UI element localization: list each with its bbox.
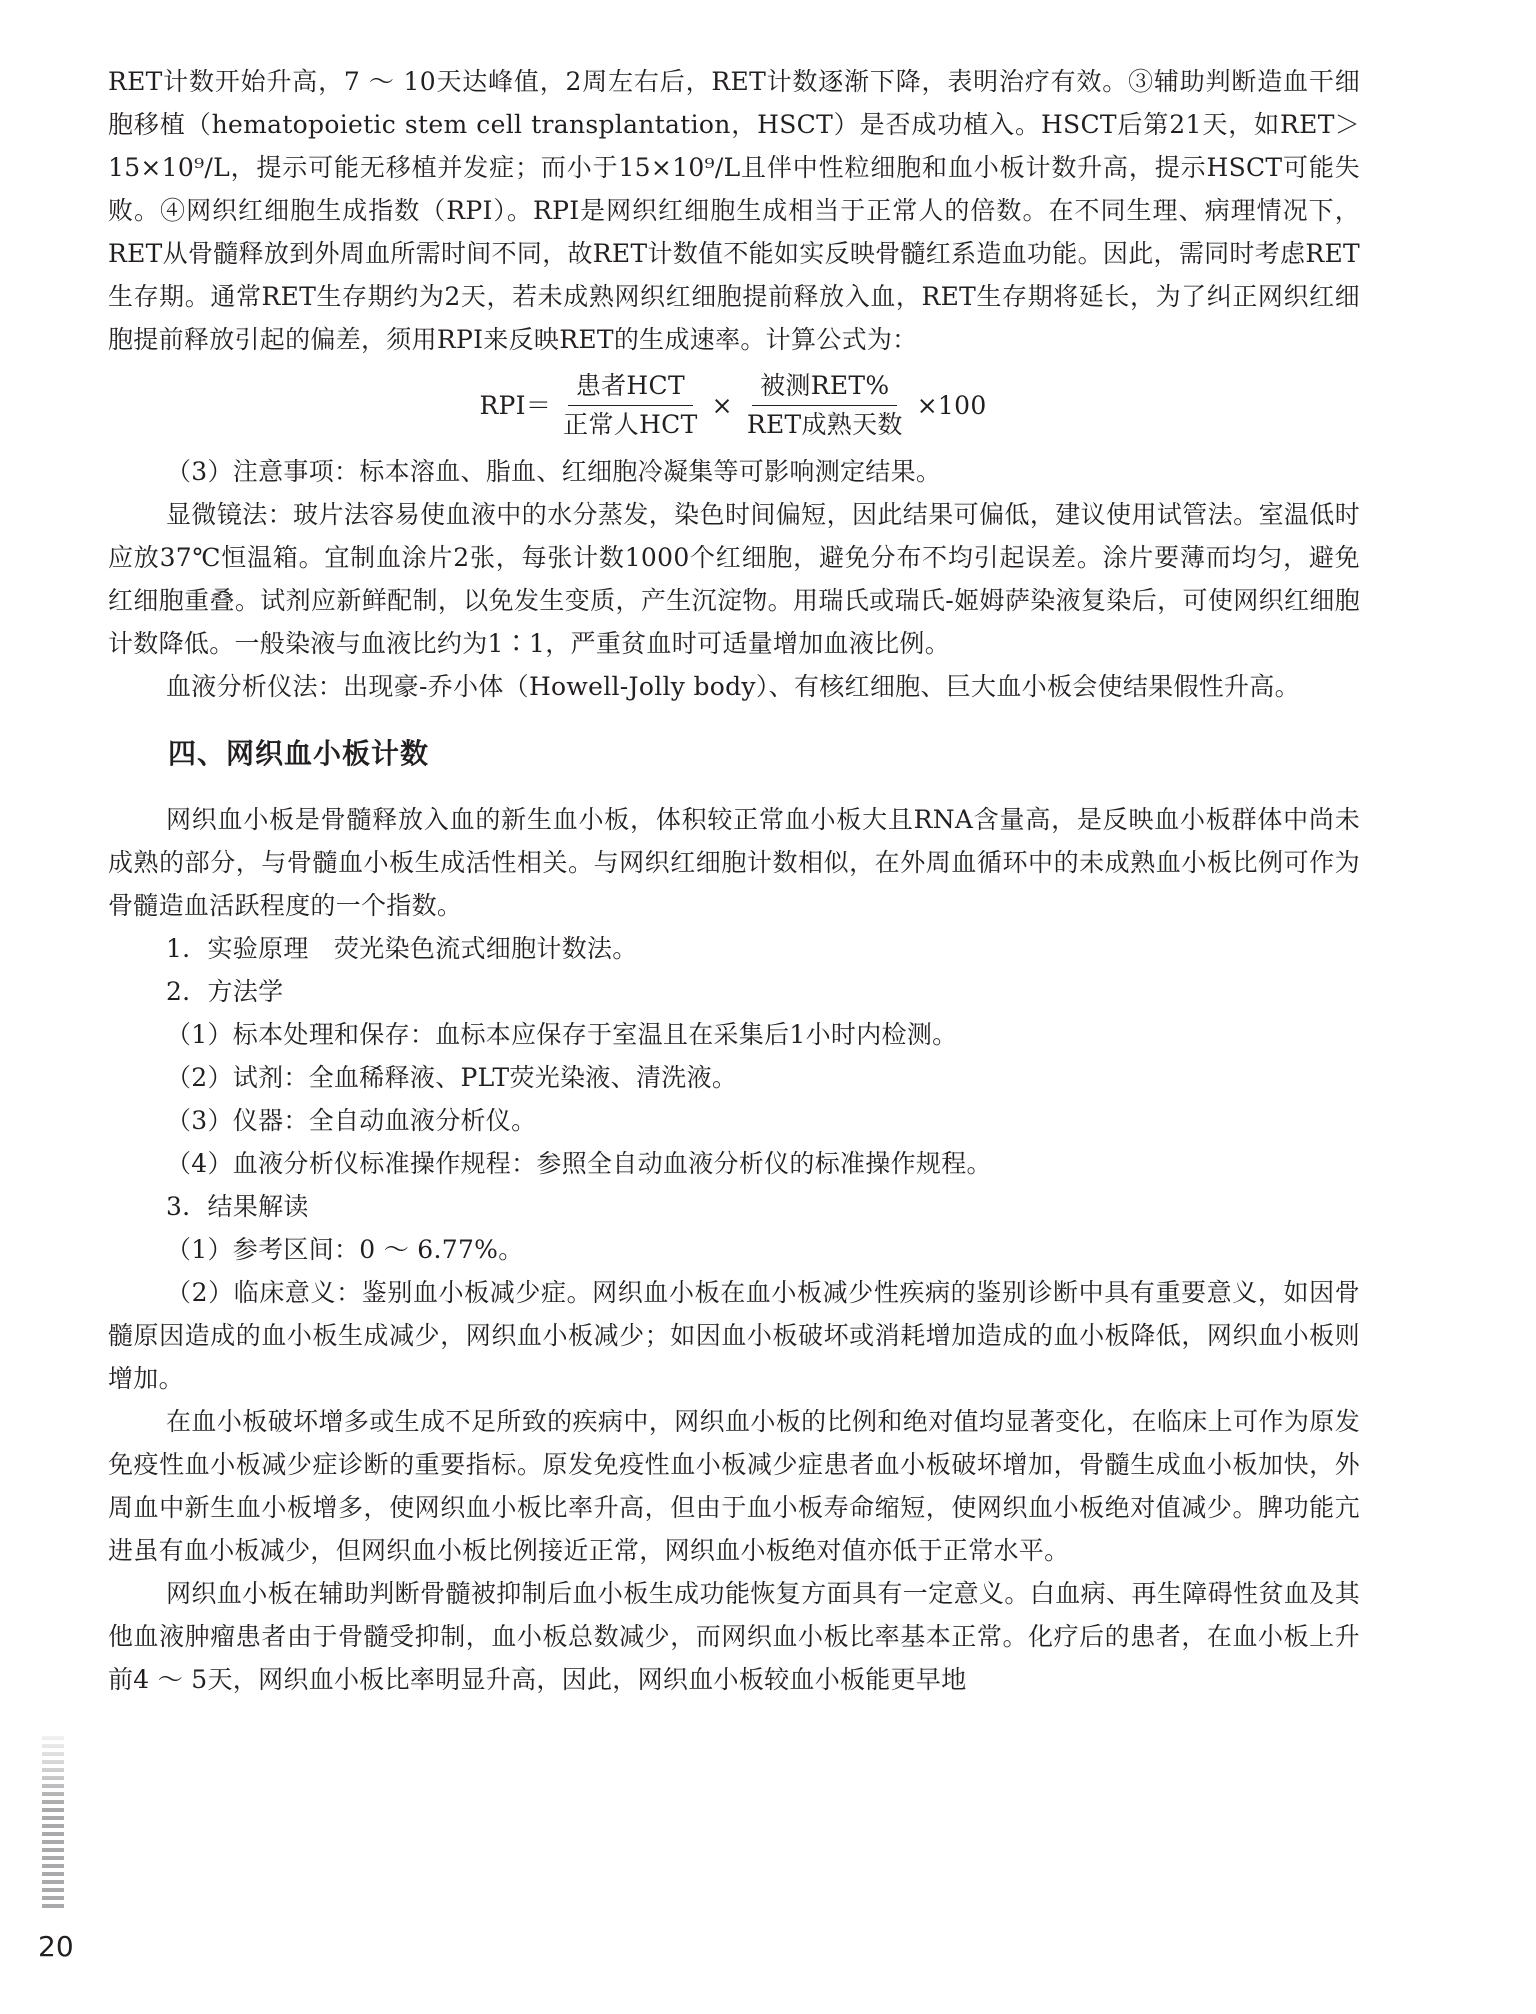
- margin-decoration: [42, 1736, 64, 1912]
- list-item-principle: 1．实验原理 荧光染色流式细胞计数法。: [166, 934, 638, 963]
- section-heading: 四、网织血小板计数: [168, 737, 430, 770]
- formula-denominator-normal-hct: 正常人HCT: [563, 410, 698, 439]
- formula-numerator-ret-percent: 被测RET%: [752, 367, 897, 406]
- formula-denominator-ret-days: RET成熟天数: [746, 410, 903, 439]
- paragraph-ret-continued: RET计数开始升高，7 ～ 10天达峰值，2周左右后，RET计数逐渐下降，表明治疗有效。③辅助判断造血干细胞移植（hematopoietic stem cell transplantation，HSCT）是否成功植入。HSCT后第21天，如RET＞15×10⁹/L，提示可能无移植并发症；而小于15×10⁹/L且伴中性粒细胞和血小板计数升高，提示HSCT可能失败。④网织红细胞生成指数（RPI）。RPI是网织红细胞生成相当于正常人的倍数。在不同生理、病理情况下，RET从骨髓释放到外周血所需时间不同，故RET计数值不能如实反映骨髓红系造血功能。因此，需同时考虑RET生存期。通常RET生存期约为2天，若未成熟网织红细胞提前释放入血，RET生存期将延长，为了纠正网织红细胞提前释放引起的偏差，须用RPI来反映RET的生成速率。计算公式为：: [108, 67, 1360, 354]
- list-item-specimen: （1）标本处理和保存：血标本应保存于室温且在采集后1小时内检测。: [166, 1020, 958, 1049]
- page-number: 20: [38, 1930, 74, 1963]
- paragraph-reticulated-platelets-intro: 网织血小板是骨髓释放入血的新生血小板，体积较正常血小板大且RNA含量高，是反映血小板群体中尚未成熟的部分，与骨髓血小板生成活性相关。与网织红细胞计数相似，在外周血循环中的未成熟血小板比例可作为骨髓造血活跃程度的一个指数。: [108, 805, 1360, 920]
- formula-lhs: RPI＝: [479, 391, 552, 420]
- list-item-clinical-significance: （2）临床意义：鉴别血小板减少症。网织血小板在血小板减少性疾病的鉴别诊断中具有重要意义，如因骨髓原因造成的血小板生成减少，网织血小板减少；如因血小板破坏或消耗增加造成的血小板降低，网织血小板则增加。: [108, 1278, 1360, 1393]
- paragraph-precautions: （3）注意事项：标本溶血、脂血、红细胞冷凝集等可影响测定结果。: [166, 457, 942, 486]
- paragraph-analyzer: 血液分析仪法：出现豪-乔小体（Howell-Jolly body）、有核红细胞、巨大血小板会使结果假性升高。: [166, 672, 1300, 701]
- rpi-formula: [108, 367, 1360, 444]
- list-item-methodology: 2．方法学: [166, 977, 284, 1006]
- paragraph-microscopy: 显微镜法：玻片法容易使血液中的水分蒸发，染色时间偏短，因此结果可偏低，建议使用试管法。室温低时应放37℃恒温箱。宜制血涂片2张，每张计数1000个红细胞，避免分布不均引起误差。涂片要薄而均匀，避免红细胞重叠。试剂应新鲜配制，以免发生变质，产生沉淀物。用瑞氏或瑞氏-姬姆萨染液复染后，可使网织红细胞计数降低。一般染液与血液比约为1∶1，严重贫血时可适量增加血液比例。: [108, 500, 1360, 658]
- list-item-instrument: （3）仪器：全自动血液分析仪。: [166, 1106, 537, 1135]
- formula-fraction-hct: [555, 367, 705, 444]
- formula-times-100: ×100: [916, 391, 987, 420]
- list-item-reagents: （2）试剂：全血稀释液、PLT荧光染液、清洗液。: [166, 1063, 738, 1092]
- formula-times: ×: [711, 391, 733, 420]
- paragraph-itp: 在血小板破坏增多或生成不足所致的疾病中，网织血小板的比例和绝对值均显著变化，在临床上可作为原发免疫性血小板减少症诊断的重要指标。原发免疫性血小板减少症患者血小板破坏增加，骨髓生成血小板加快，外周血中新生血小板增多，使网织血小板比率升高，但由于血小板寿命缩短，使网织血小板绝对值减少。脾功能亢进虽有血小板减少，但网织血小板比例接近正常，网织血小板绝对值亦低于正常水平。: [108, 1407, 1360, 1565]
- formula-fraction-ret: [739, 367, 911, 444]
- paragraph-recovery: 网织血小板在辅助判断骨髓被抑制后血小板生成功能恢复方面具有一定意义。白血病、再生障碍性贫血及其他血液肿瘤患者由于骨髓受抑制，血小板总数减少，而网织血小板比率基本正常。化疗后的患者，在血小板上升前4 ～ 5天，网织血小板比率明显升高，因此，网织血小板较血小板能更早地: [108, 1579, 1360, 1694]
- list-item-reference-range: （1）参考区间：0 ～ 6.77%。: [166, 1235, 524, 1264]
- list-item-results: 3．结果解读: [166, 1192, 309, 1221]
- formula-numerator-patient-hct: 患者HCT: [568, 367, 693, 406]
- list-item-sop: （4）血液分析仪标准操作规程：参照全自动血液分析仪的标准操作规程。: [166, 1149, 992, 1178]
- page-body: [108, 60, 1360, 1701]
